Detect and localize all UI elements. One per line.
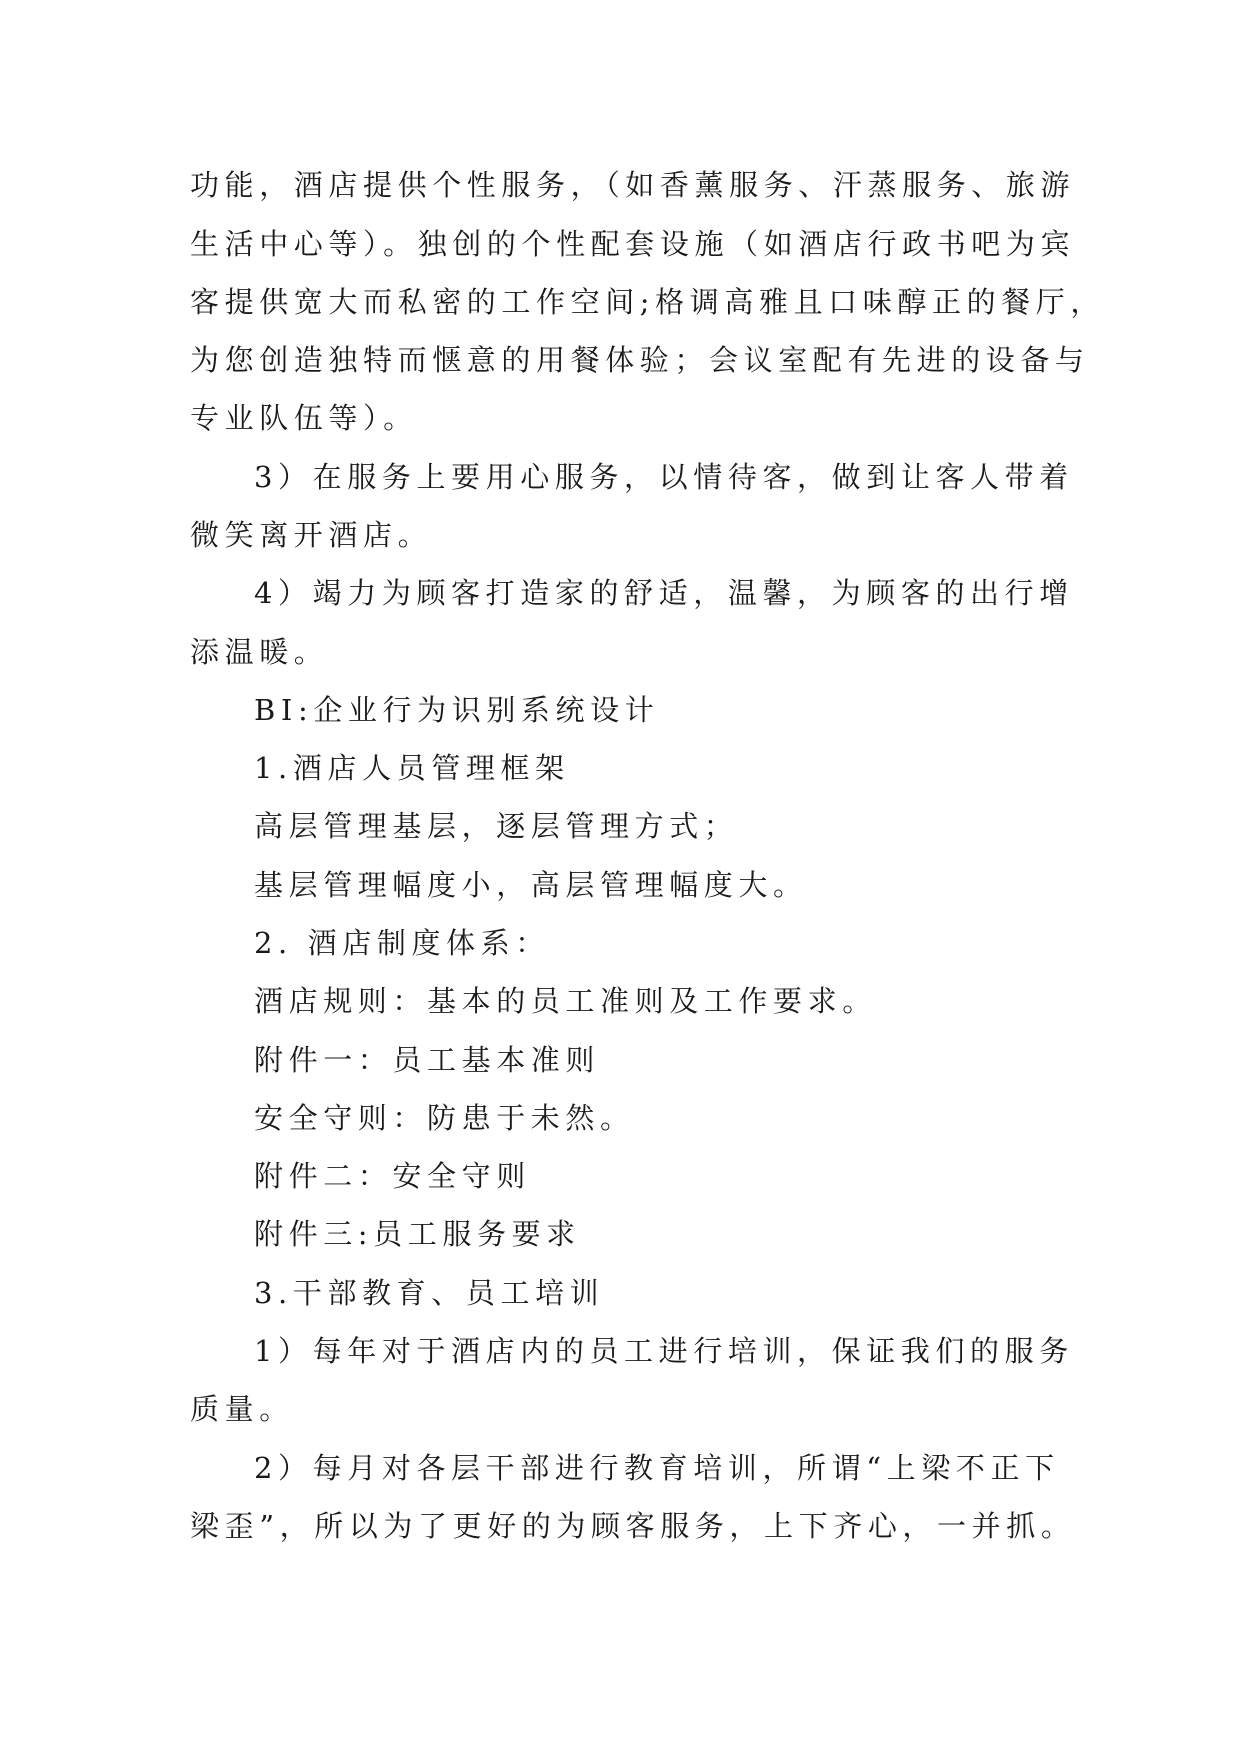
paragraph-line: 微笑离开酒店。 bbox=[190, 518, 433, 552]
paragraph-line: 为您创造独特而惬意的用餐体验；会议室配有先进的设备与 bbox=[190, 343, 1090, 377]
paragraph-line: 2）每月对各层干部进行教育培训，所谓“上梁不正下 bbox=[254, 1451, 1060, 1485]
paragraph-line: 3）在服务上要用心服务，以情待客，做到让客人带着 bbox=[254, 460, 1074, 494]
paragraph-line: 安全守则：防患于未然。 bbox=[254, 1101, 635, 1135]
paragraph-line: 质量。 bbox=[190, 1392, 294, 1426]
paragraph-line: 专业队伍等）。 bbox=[190, 401, 418, 435]
paragraph-line: 酒店规则：基本的员工准则及工作要求。 bbox=[254, 984, 877, 1018]
paragraph-line: 高层管理基层，逐层管理方式； bbox=[254, 809, 739, 843]
paragraph-line: 4）竭力为顾客打造家的舒适，温馨，为顾客的出行增 bbox=[254, 576, 1074, 610]
paragraph-line: 功能，酒店提供个性服务，（如香薰服务、汗蒸服务、旅游 bbox=[190, 168, 1076, 202]
section-heading: 1.酒店人员管理框架 bbox=[254, 751, 570, 785]
paragraph-line: 添温暖。 bbox=[190, 635, 329, 669]
section-heading: 2. 酒店制度体系： bbox=[254, 926, 550, 960]
paragraph-line: 1）每年对于酒店内的员工进行培训，保证我们的服务 bbox=[254, 1334, 1074, 1368]
paragraph-line: 生活中心等）。独创的个性配套设施（如酒店行政书吧为宾 bbox=[190, 227, 1076, 261]
paragraph-line: 附件二：安全守则 bbox=[254, 1159, 531, 1193]
paragraph-line: 梁歪”，所以为了更好的为顾客服务，上下齐心，一并抓。 bbox=[190, 1509, 1076, 1543]
paragraph-line: 客提供宽大而私密的工作空间;格调高雅且口味醇正的餐厅， bbox=[190, 285, 1105, 319]
section-heading: 3.干部教育、员工培训 bbox=[254, 1276, 605, 1310]
paragraph-line: 附件三:员工服务要求 bbox=[254, 1217, 581, 1251]
paragraph-line: 基层管理幅度小，高层管理幅度大。 bbox=[254, 868, 808, 902]
paragraph-line: 附件一：员工基本准则 bbox=[254, 1043, 601, 1077]
section-heading: BI:企业行为识别系统设计 bbox=[254, 693, 660, 727]
